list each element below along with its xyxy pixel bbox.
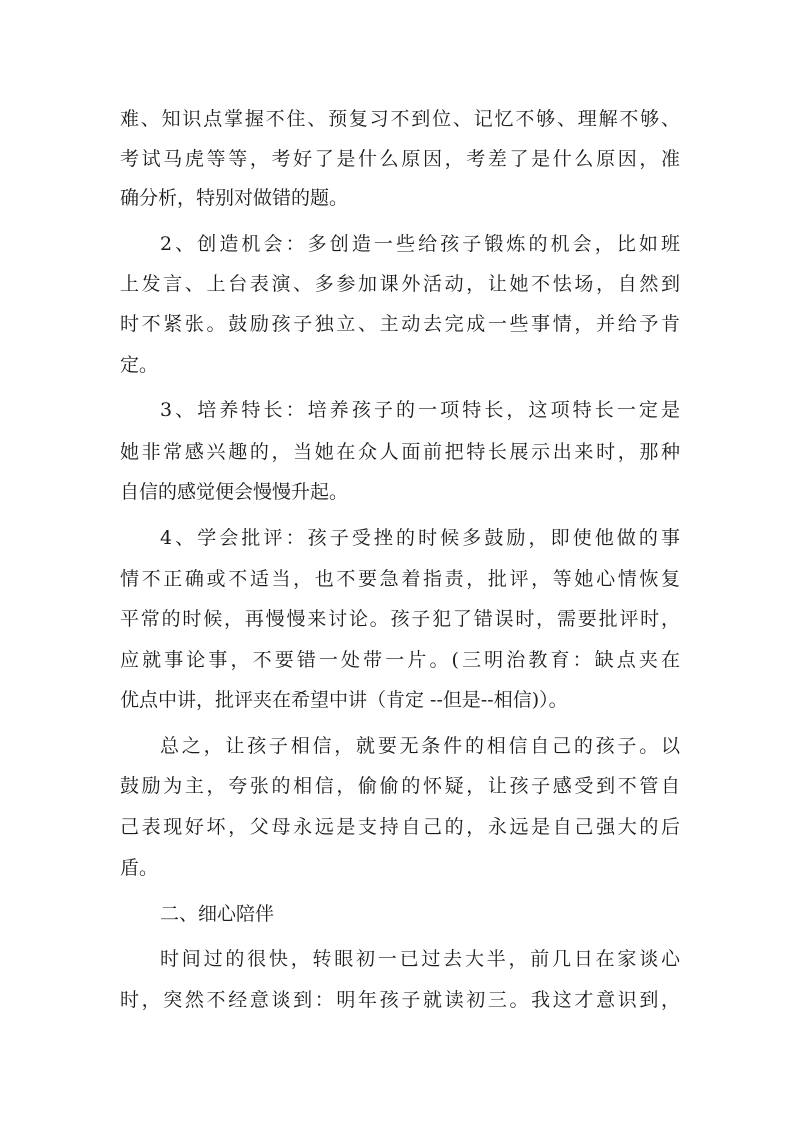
- text-line: 时间过的很快，转眼初一已过去大半，前几日在家谈心: [160, 948, 680, 970]
- text-line: 鼓励为主，夸张的相信，偷偷的怀疑，让孩子感受到不管自: [120, 775, 680, 797]
- text-line: 应就事论事，不要错一处带一片。(三明治教育：缺点夹在: [120, 649, 680, 671]
- text-line: 2、创造机会：多创造一些给孩子锻炼的机会，比如班: [160, 233, 680, 255]
- text-line: 难、知识点掌握不住、预复习不到位、记忆不够、理解不够、: [120, 108, 680, 130]
- text-line: 考试马虎等等，考好了是什么原因，考差了是什么原因，准: [120, 148, 680, 170]
- text-line: 4、学会批评：孩子受挫的时候多鼓励，即使他做的事: [160, 527, 680, 549]
- text-line: 定。: [120, 354, 159, 376]
- text-line: 自信的感觉便会慢慢升起。: [120, 481, 349, 503]
- text-line: 时，突然不经意谈到：明年孩子就读初三。我这才意识到，: [120, 989, 680, 1011]
- text-line: 3、培养特长：培养孩子的一项特长，这项特长一定是: [160, 399, 680, 421]
- text-line: 确分析，特别对做错的题。: [120, 187, 349, 209]
- text-line: 她非常感兴趣的，当她在众人面前把特长展示出来时，那种: [120, 441, 680, 463]
- text-line: 情不正确或不适当，也不要急着指责，批评，等她心情恢复: [120, 568, 680, 590]
- text-line: 己表现好坏，父母永远是支持自己的，永远是自己强大的后: [120, 816, 680, 838]
- text-line: 上发言、上台表演、多参加课外活动，让她不怯场，自然到: [120, 273, 680, 295]
- text-line: 优点中讲，批评夹在希望中讲（肯定 --但是--相信)）。: [120, 689, 568, 711]
- text-line: 盾。: [120, 857, 159, 879]
- section-heading: 二、细心陪伴: [160, 903, 275, 925]
- text-line: 时不紧张。鼓励孩子独立、主动去完成一些事情，并给予肯: [120, 313, 680, 335]
- text-line: 总之，让孩子相信，就要无条件的相信自己的孩子。以: [160, 735, 680, 757]
- text-line: 平常的时候，再慢慢来讨论。孩子犯了错误时，需要批评时，: [120, 608, 680, 630]
